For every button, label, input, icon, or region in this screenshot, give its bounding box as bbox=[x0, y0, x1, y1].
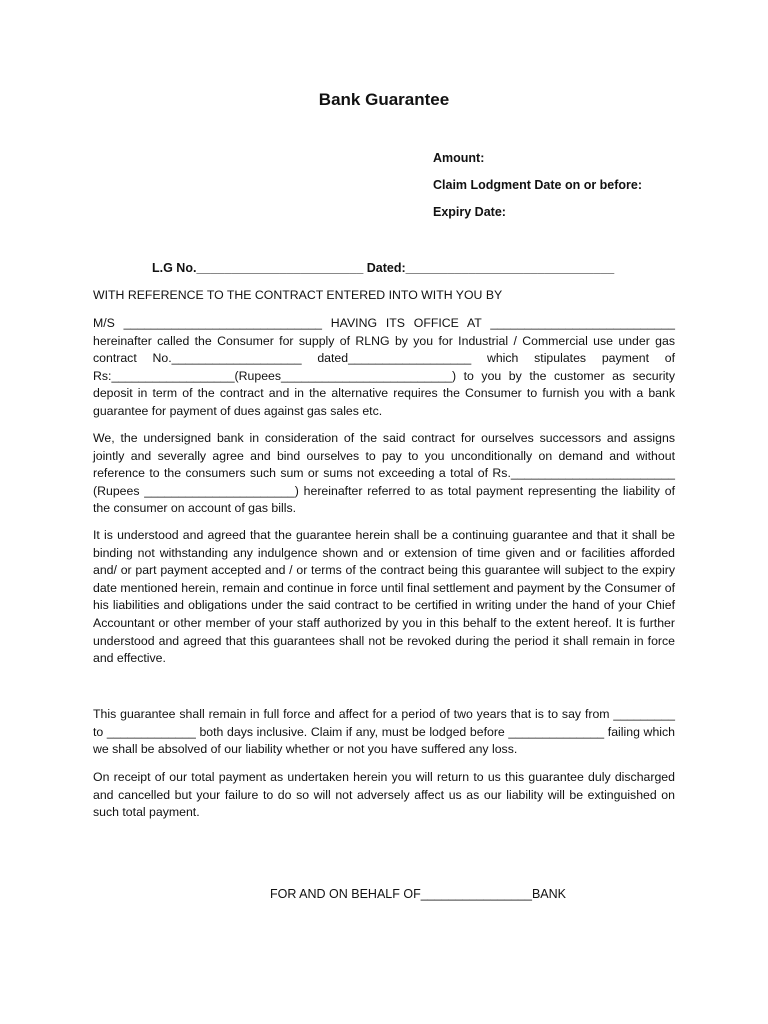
lg-number-field: L.G No.________________________ bbox=[152, 261, 364, 275]
expiry-date-label: Expiry Date: bbox=[433, 205, 506, 219]
paragraph-undertaking: We, the undersigned bank in consideration of the said contract for ourselves successors and assigns jointly and severally agree and bind ourselves to pay to you unconditionally on demand and without reference to the consumers such sum or sums not exceeding a total of Rs.________________________ (Rupees ______________________) hereinafter referred to as total payment representing the liability of the consumer on account of gas bills. bbox=[93, 431, 675, 516]
claim-lodgment-date-label: Claim Lodgment Date on or before: bbox=[433, 178, 643, 192]
paragraph-validity-period: This guarantee shall remain in full force and affect for a period of two years that is to say from _________ to _____________ both days inclusive. Claim if any, must be lodged before ______________ failing which we shall be absolved of our liability whether or not you have suffered any loss. bbox=[93, 707, 675, 757]
paragraph-consumer-details: M/S _____________________________ HAVING ITS OFFICE AT ___________________________ hereinafter called the Consumer for supply of RLNG by you for Industrial / Commercial use under gas contract No.___________________ dated__________________ which stipulates payment of Rs:__________________(Rupees_________________________) to you by the customer as security deposit in term of the contract and in the alternative requires the Consumer to furnish you with a bank guarantee for payment of dues against gas sales etc. bbox=[93, 316, 675, 418]
lg-number-line bbox=[152, 261, 614, 275]
signoff-line: FOR AND ON BEHALF OF________________BANK bbox=[270, 887, 566, 901]
dated-field: Dated:______________________________ bbox=[366, 261, 615, 275]
reference-heading: WITH REFERENCE TO THE CONTRACT ENTERED INTO WITH YOU BY bbox=[93, 288, 503, 302]
amount-label: Amount: bbox=[433, 151, 485, 165]
paragraph-continuing-guarantee: It is understood and agreed that the guarantee herein shall be a continuing guarantee and that it shall be binding not withstanding any indulgence shown and or extension of time given and or facilities afforded and/ or part payment accepted and / or terms of the contract being this guarantee will subject to the expiry date mentioned herein, remain and continue in force until final settlement and payment by the Consumer of his liabilities and obligations under the said contract to be certified in writing under the hand of your Chief Accountant or other member of your staff authorized by you in this behalf to the extent hereof. It is further understood and agreed that this guarantees shall not be revoked during the period it shall remain in force and effective. bbox=[93, 528, 675, 666]
paragraph-return-of-guarantee: On receipt of our total payment as undertaken herein you will return to us this guarantee duly discharged and cancelled but your failure to do so will not adversely affect us as our liability will be extinguished on such total payment. bbox=[93, 770, 675, 820]
document-title: Bank Guarantee bbox=[318, 90, 450, 109]
